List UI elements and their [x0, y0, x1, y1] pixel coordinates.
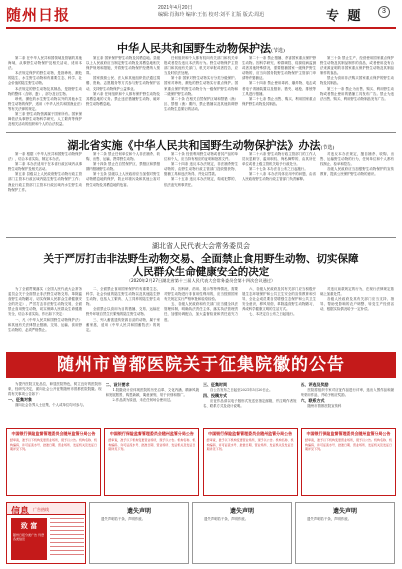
masthead — [0, 0, 402, 28]
lost-notice-text: 遗失声明若干条，声明作废。 — [204, 517, 249, 521]
classifieds-header — [7, 503, 85, 515]
article1-column — [86, 56, 160, 130]
ad-text: 经审查，准予以下机构变更营业场所，现予以公告。机构名称、机构编码、许可证流水号、批准日期、营业场所、发证机关及发证日期详见下列。 — [206, 438, 294, 452]
decision-subtitle: （2020年2月27日湖北省第十三届人民代表大会常务委员会第十四次会议通过） — [126, 278, 276, 283]
bank-notice-ad — [203, 428, 298, 496]
decision-headline-line1: 关于严厉打击非法野生动物交易、全面禁止食用野生动物、切实保障 — [43, 253, 359, 265]
paragraph: 第一条 根据《中华人民共和国野生动物保护法》，结合本省实际，制定本办法。 — [8, 152, 82, 162]
paragraph: 第十五条 县级以上人民政府应当加强对野生动物栖息地的保护，防止环境污染和其他公害对野生动物及其栖息地的危害。 — [86, 172, 160, 187]
article1-column — [320, 56, 394, 130]
paragraph: 第二十四条 禁止使用毒药、爆炸物、电击或者电子诱捕装置以及猎套、猎夹、地枪、排铳等工具进行猎捕。 — [242, 81, 316, 96]
paragraph: 第二十六条 野生动物行政主管部门的工作人员玩忽职守、滥用职权、徇私舞弊的，由其所在单位或者上级主管机关给予行政处分。 — [242, 152, 316, 167]
bank-notice-ad — [6, 428, 101, 496]
bank-notice-ad — [301, 428, 396, 496]
paragraph: 第三十条 禁止生产、经营使用国家重点保护野生动物及其制品制作的食品，或者使用没有合法来源证明的非国家重点保护野生动物及其制品制作的食品。 — [320, 56, 394, 76]
paragraph: 面向社会各界人士征集，个人或单位均可参与。 — [15, 403, 87, 408]
paragraph: 五、各级人民政府和有关部门应当健全执法管理体制，明确执法责任主体，落实执法管理责任，加强协调配合，加大监督检查和责任追究力度。 — [164, 302, 238, 322]
paragraph: 第六条 任何组织和个人都有保护野生动物及其栖息地的义务。禁止违法猎捕野生动物、破坏野生动物栖息地。 — [86, 91, 160, 106]
paragraph: 二、全面禁止食用国家保护的有重要生态、科学、社会价值的陆生野生动物以及其他陆生野生动物，包括人工繁育、人工饲养的陆生野生动物。 — [86, 287, 160, 307]
subheading: 一、征集对象 — [8, 397, 32, 403]
paragraph: 应征作品请以电子版形式发送至指定邮箱，并注明作者姓名、联系方式及设计说明。 — [203, 399, 297, 409]
article1-column — [164, 56, 238, 130]
paragraph: 医院将组织专家对应征作品进行评审，选出入围作品和最终采用作品，并给予相应奖励。 — [300, 388, 394, 398]
paragraph: 三、列入畜禽遗传资源目录的动物，属于家畜家禽，适用《中华人民共和国畜牧法》的规定。 — [86, 317, 160, 332]
paragraph: 对违反前款规定的行为，在现行法律规定基础上加重处罚。 — [320, 287, 394, 297]
editor-line: 编辑:肖海玲 编审:王伍 校对:刘平 汇版 版式:周迅 — [158, 12, 265, 18]
subheading: 三、征集时间 — [203, 382, 227, 387]
subheading: 二、设计要求 — [105, 382, 130, 387]
classifieds-red-text: 随州日报分类广告 刊登各类信息 — [13, 533, 44, 542]
paragraph: 第二十条 经营利用野生动物或者其产品的单位和个人，应当持有相应的证明和批准文件。 — [164, 152, 238, 162]
article2-column — [86, 152, 160, 235]
decision-column — [242, 287, 316, 349]
paragraph: 七、本决定自公布之日起施行。 — [249, 312, 297, 317]
paragraph: 第三十一条 禁止为出售、购买、利用野生动物或者禁止使用的猎捕工具发布广告。禁止为违法出售、购买、利用野生动物制品发布广告。 — [320, 86, 394, 101]
paragraph: 1.院徽设计应体现医院的历史沿革、文化内涵、精神风貌和发展愿景，构思新颖，寓意深刻，易于识别和推广。 — [105, 388, 199, 398]
date-editor-line — [158, 5, 264, 19]
paragraph: 第二十条 在相关自然保护区域和禁猎（渔）区、禁猎（渔）期内，禁止猎捕以及其他妨碍野生动物生息繁衍的活动。 — [164, 96, 238, 111]
article2-column — [164, 152, 238, 235]
date-line: 2021年4月20日 — [158, 5, 193, 11]
decision-column — [86, 287, 160, 349]
classifieds-red-panel — [11, 518, 47, 560]
paragraph: 自公告发布之日起至2021年5月20日止。 — [210, 388, 273, 392]
classifieds-box — [6, 502, 86, 564]
paragraph: 第五条 县级以上人民政府野生动物行政主管部门主管本行政区域内陆生野生动物保护工作；渔业行政主管部门主管本行政区域内水生野生动物保护工作。 — [8, 172, 82, 192]
decision-column — [320, 287, 394, 349]
lost-notice-box — [295, 502, 395, 564]
article1-headline-note: (节选) — [271, 48, 285, 54]
notice-column — [203, 382, 297, 424]
notice-column — [301, 382, 395, 424]
paragraph: 第十二条 禁止任何单位和个人非法捕杀、收购、出售、运输、携带野生动物。 — [86, 152, 160, 162]
paragraph: 珍贵、濒危的水生野生动物以外的其他水生野生动物的保护，适用《中华人民共和国渔业法》等有关法律的规定。 — [8, 96, 82, 111]
ad-text: 经审查，准予以下机构变更营业场所，现予以公告。机构名称、机构编码、许可证流水号、批准日期、营业场所、发证机关及发证日期详见下列。 — [10, 438, 98, 452]
notice-banner: 随州市曾都医院关于征集院徽的公告 — [6, 352, 396, 378]
paragraph: 禁止为食用非法购买国家重点保护的野生动物及其制品。 — [320, 76, 394, 86]
newspaper-logo: 随州日报 — [6, 6, 71, 24]
subheading: 六、联系方式 — [300, 398, 325, 404]
paragraph: 第三条 野生动物资源属于国家所有。国家保障依法从事野生动物科学研究、人工繁育等保护及相关活动的组织和个人的合法权益。 — [8, 112, 82, 127]
paragraph: 本法规定的野生动物及其制品，是指野生动物的整体（含卵、蛋）、部分及衍生物。 — [8, 86, 82, 96]
notice-column — [8, 382, 102, 424]
lost-notice-box — [192, 502, 292, 564]
classifieds-lines — [50, 518, 84, 558]
paragraph: 第二十七条 本办法自公布之日起施行。 — [249, 167, 308, 172]
article1-column — [8, 56, 82, 130]
lost-notice-title: 遗失声明 — [332, 508, 357, 515]
divider — [6, 132, 396, 133]
article2-column — [320, 152, 394, 235]
paragraph: 各级人民政府应当加强野生动物保护的宣传教育，提高公民保护野生动物的意识。 — [320, 167, 394, 177]
lost-notice-title: 遗失声明 — [229, 508, 254, 515]
ad-text: 经审查，准予以下机构变更营业场所，现予以公告。机构名称、机构编码、许可证流水号、批准日期、营业场所、发证机关及发证日期详见下列。 — [304, 438, 392, 452]
paragraph: 第十条 国家对野生动物实行分类分级保护。国家对珍贵、濒危的野生动物实行重点保护。国家重点保护的野生动物分为一级保护野生动物和二级保护野生动物。 — [164, 76, 238, 96]
paragraph: 第二十七条 禁止出售、购买、利用国家重点保护野生动物及其制品。 — [242, 96, 316, 106]
lost-notice-box — [89, 502, 189, 564]
article1-headline-text: 中华人民共和国野生动物保护法 — [117, 42, 272, 55]
article2-column — [242, 152, 316, 235]
paragraph: 第二条 在中华人民共和国领域及管辖的其他海域，从事野生动物保护及相关活动，适用本法。 — [8, 56, 82, 71]
paragraph: 第五条 国家保护野生动物及其栖息地。县级以上人民政府应当制定野生动物及其栖息地相关保护规划和措施，并将野生动物保护经费纳入预算。 — [86, 56, 160, 76]
classifieds-red-title: 致 富 — [20, 522, 38, 530]
divider — [6, 237, 396, 238]
paragraph: 第二条 本办法适用于在本省行政区域内从事野生动物保护及相关活动。 — [8, 162, 82, 172]
classifieds-brand: 信息 — [11, 507, 30, 517]
paragraph: 本法规定保护的野生动物，是指珍贵、濒危的陆生、水生野生动物和有重要生态、科学、社会价值的陆生野生动物。 — [8, 71, 82, 86]
ad-title: 中国银行保险监督管理委员会随州监管分局公告 — [208, 431, 293, 436]
article1-headline — [0, 40, 402, 56]
lost-notice-text: 遗失声明若干条，声明作废。 — [307, 517, 352, 521]
paragraph: 为提升医院文化品位，彰显医院特色，树立良好的医院形象，经研究决定，面向社会公开征集随州市曾都医院院徽。现将有关事项公告如下： — [8, 382, 102, 397]
decision-kicker: 湖北省人民代表大会常务委员会 — [152, 242, 250, 250]
ad-title: 中国银行保险监督管理委员会随州监管分局公告 — [109, 431, 194, 436]
lost-notice-title: 遗失声明 — [126, 508, 151, 515]
paragraph: 第二十八条 本办法具体应用中的问题，由省人民政府野生动物行政主管部门负责解释。 — [242, 172, 316, 182]
paragraph: 一、凡《中华人民共和国野生动物保护法》和其他有关法律禁止猎捕、交易、运输、食用野生动物的，必须严格禁止。 — [8, 317, 82, 332]
decision-column — [8, 287, 82, 349]
paragraph: 随州市曾都医院宣传科 — [307, 404, 342, 409]
page-number: 3 — [378, 6, 390, 18]
paragraph: 2.作品须为原创，未在任何场合使用过。 — [112, 398, 174, 403]
paragraph: 各级人民政府及其有关部门应当支持、指导、帮助受影响的农户调整、转变生产经营活动，根据实际情况给予一定补偿。 — [320, 297, 394, 312]
paragraph: 第二十一条 禁止猎捕、杀害国家重点保护野生动物。因科学研究、种群调控、疫源疫病监测或者其他特殊情况，需要猎捕国家一级保护野生动物的，应当向国务院野生动物保护主管部门申请特许猎捕证。 — [242, 56, 316, 81]
notice-column — [106, 382, 200, 424]
article2-headline — [0, 137, 402, 153]
ad-title: 中国银行保险监督管理委员会随州监管分局公告 — [11, 431, 96, 436]
paragraph: 为了全面贯彻落实《全国人民代表大会常务委员会关于全面禁止非法野生动物交易、革除滥食野生动物陋习、切实保障人民群众生命健康安全的决定》，严厉打击非法野生动物交易，全面禁止食用野生动物，切实保障人民群众生命健康安全，结合本省实际，作出如下决定： — [8, 287, 82, 317]
article2-column — [8, 152, 82, 235]
ad-title: 中国银行保险监督管理委员会随州监管分局公告 — [306, 431, 391, 436]
paragraph: 第二十五条 违反本办法规定，构成犯罪的，依法追究刑事责任。 — [164, 177, 238, 187]
article1-column — [242, 56, 316, 130]
bank-notice-ad — [104, 428, 199, 496]
paragraph: 四、因科研、药用、展示等特殊情况，需要对野生动物进行非食用性利用的，应当按照国家有关规定实行严格审批和检疫检验。 — [164, 287, 238, 302]
subheading: 四、投稿方式 — [203, 393, 227, 399]
section-title: 专 题 — [326, 9, 363, 24]
ad-text: 经审查，准予以下机构变更营业场所，现予以公告。机构名称、机构编码、许可证流水号、批准日期、营业场所、发证机关及发证日期详见下列。 — [108, 438, 196, 452]
paragraph: 国家鼓励公民、法人和其他组织依法通过捐赠、资助、志愿服务等方式参与野生动物保护活动，支持野生动物保护公益事业。 — [86, 76, 160, 91]
classifieds-brand-sub: 广告热线 — [33, 507, 49, 512]
paragraph: 第十四条 禁止在自然保护区、禁猎区和禁猎期内猎捕野生动物。 — [86, 162, 160, 172]
paragraph: 六、各级人民政府及其有关部门应当积极开展生态环境保护和公共卫生安全的宣传教育和引导，全社会成员要自觉增强生态保护和公共卫生安全意识，移风易俗，革除滥食野生动物陋习，养成科学健康文明的生活方式。 — [242, 287, 316, 312]
decision-column — [164, 287, 238, 349]
subheading: 五、评选及奖励 — [300, 382, 329, 387]
paragraph: 对违反本办法规定，擅自捕杀、收购、出售、运输野生动物的行为，任何单位和个人都有权制止、检举和控告。 — [320, 152, 394, 167]
paragraph: 第二十四条 违反本办法规定，非法捕杀野生动物的，由野生动物行政主管部门没收猎获物、猎捕工具和违法所得，并处以罚款。 — [164, 162, 238, 177]
decision-headline-line2: 人民群众生命健康安全的决定 — [132, 266, 270, 278]
paragraph: 全面禁止以食用为目的猎捕、交易、运输在野外环境自然生长繁殖的陆生野生动物。 — [86, 307, 160, 317]
article2-headline-text: 湖北省实施《中华人民共和国野生动物保护法》办法 — [67, 139, 321, 152]
paragraph: 任何组织和个人都有权向有关部门和机关举报或者控告违反本法的行为。野生动物保护主管部门和其他有关部门、机关对举报或者控告，应当及时依法处理。 — [164, 56, 238, 76]
article2-headline-note: (节选) — [320, 145, 335, 151]
lost-notice-text: 遗失声明若干条，声明作废。 — [101, 517, 146, 521]
masthead-rule — [6, 27, 396, 29]
